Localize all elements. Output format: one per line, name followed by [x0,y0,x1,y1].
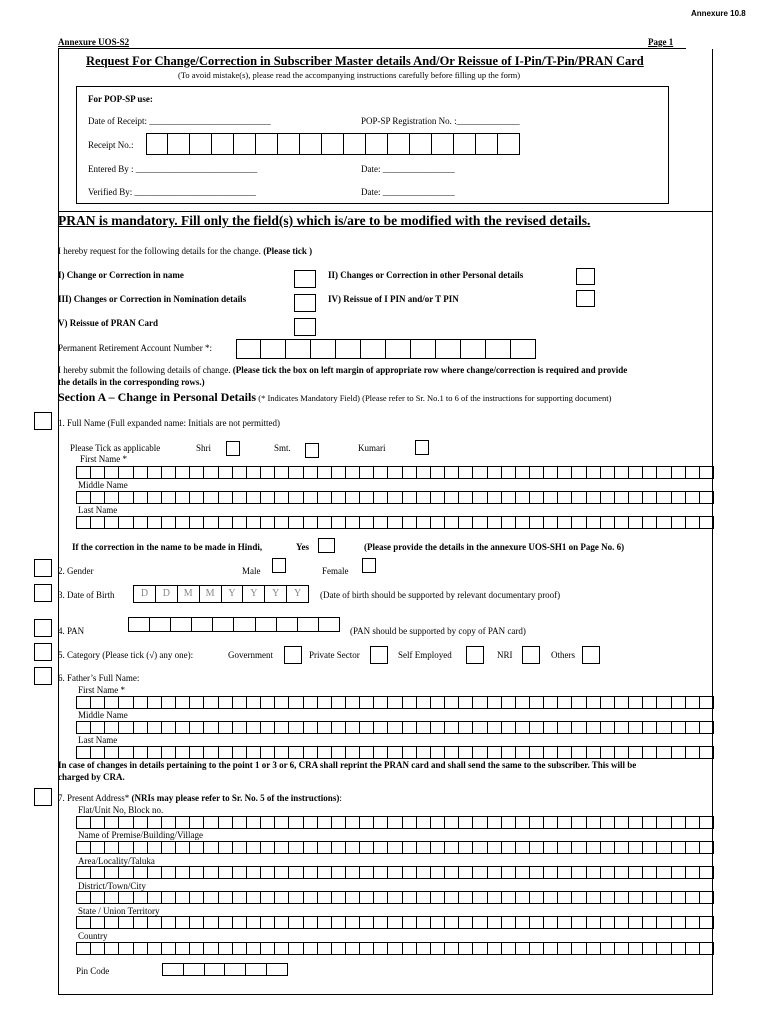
female-checkbox[interactable] [362,558,376,573]
father-first-name-label: First Name * [78,685,125,695]
country-label: Country [78,931,108,941]
last-name-cells[interactable] [76,516,714,529]
premise-label: Name of Premise/Building/Village [78,830,203,840]
self-employed-label: Self Employed [398,650,452,660]
receipt-no-cells[interactable] [146,133,520,155]
pran-label: Permanent Retirement Account Number *: [58,343,212,353]
male-checkbox[interactable] [272,558,286,573]
verified-by-field[interactable]: Verified By: ___________________________ [88,187,256,197]
pan-note: (PAN should be supported by copy of PAN card) [350,626,526,636]
row2-checkbox[interactable] [34,559,52,577]
yes-label: Yes [296,542,309,552]
submit-text: I hereby submit the following details of change. (Please tick the box on left margin of appropriate row where change/correction is required and provide [58,365,628,375]
hindi-text: If the correction in the name to be made in Hindi, [72,542,263,552]
full-name-label: 1. Full Name (Full expanded name: Initials are not permitted) [58,418,280,428]
first-name-label: First Name * [80,454,127,464]
row3-checkbox[interactable] [34,584,52,602]
hindi-yes-checkbox[interactable] [318,538,335,553]
pop-heading: For POP-SP use: [88,94,153,104]
option-reissue-pin-checkbox[interactable] [576,290,595,307]
option-nomination: III) Changes or Correction in Nomination details [58,294,247,304]
row7-checkbox[interactable] [34,788,52,806]
pin-code-cells[interactable] [162,963,288,976]
government-checkbox[interactable] [284,646,302,664]
pran-mandatory-heading: PRAN is mandatory. Fill only the field(s) which is/are to be modified with the revised details. [58,213,591,228]
male-label: Male [242,566,261,576]
district-label: District/Town/City [78,881,146,891]
option-personal-details-checkbox[interactable] [576,268,595,285]
smt-label: Smt. [274,443,291,453]
shri-checkbox[interactable] [226,441,240,456]
private-sector-checkbox[interactable] [370,646,388,664]
country-cells[interactable] [76,942,714,955]
entered-by-field[interactable]: Entered By : ___________________________ [88,164,258,174]
private-sector-label: Private Sector [309,650,360,660]
others-label: Others [551,650,575,660]
dob-label: 3. Date of Birth [58,590,115,600]
option-change-name: I) Change or Correction in name [58,270,184,280]
female-label: Female [322,566,349,576]
shri-label: Shri [196,443,212,453]
father-name-label: 6. Father’s Full Name: [58,673,140,683]
option-reissue-pran-checkbox[interactable] [294,318,316,336]
dob-note: (Date of birth should be supported by relevant documentary proof) [320,590,561,600]
first-name-cells[interactable] [76,466,714,479]
row6-checkbox[interactable] [34,667,52,685]
pan-label: 4. PAN [58,626,85,636]
reprint-note: In case of changes in details pertaining to the point 1 or 3 or 6, CRA shall reprint the PRAN card and shall send the same to the subscriber. This will be [58,760,637,770]
option-reissue-pran: V) Reissue of PRAN Card [58,318,158,328]
middle-name-cells[interactable] [76,491,714,504]
kumari-checkbox[interactable] [415,440,429,455]
reprint-note-2: charged by CRA. [58,772,125,782]
category-label: 5. Category (Please tick (√) any one): [58,650,194,660]
page-number: Page 1 [648,37,674,47]
last-name-label: Last Name [78,505,118,515]
verified-date-field[interactable]: Date: ________________ [361,187,455,197]
nri-label: NRI [497,650,513,660]
option-personal-details: II) Changes or Correction in other Personal details [328,270,524,280]
entered-date-field[interactable]: Date: ________________ [361,164,455,174]
row1-checkbox[interactable] [34,412,52,430]
pop-registration-field[interactable]: POP-SP Registration No. :______________ [361,116,520,126]
receipt-no-label: Receipt No.: [88,140,134,150]
middle-name-label: Middle Name [78,480,128,490]
nri-checkbox[interactable] [522,646,540,664]
others-checkbox[interactable] [582,646,600,664]
area-cells[interactable] [76,866,714,879]
flat-cells[interactable] [76,816,714,829]
section-a-header: Section A – Change in Personal Details (* Indicates Mandatory Field) (Please refer to Sr. No.1 to 6 of the instructions for supporting document) [58,390,612,404]
date-of-receipt-field[interactable]: Date of Receipt: ___________________________ [88,116,271,126]
option-nomination-checkbox[interactable] [294,294,316,312]
state-cells[interactable] [76,916,714,929]
pran-input-cells[interactable] [236,339,536,359]
pan-cells[interactable] [128,617,340,632]
please-tick-label: Please Tick as applicable [70,443,161,453]
option-reissue-pin: IV) Reissue of I PIN and/or T PIN [328,294,459,304]
row5-checkbox[interactable] [34,643,52,661]
state-label: State / Union Territory [78,906,160,916]
submit-text-2: the details in the corresponding rows.) [58,377,205,387]
pin-code-label: Pin Code [76,966,110,976]
request-text: I hereby request for the following details for the change. (Please tick ) [58,246,313,256]
form-subtitle: (To avoid mistake(s), please read the accompanying instructions carefully before filling up the form) [178,70,521,80]
hindi-note: (Please provide the details in the annexure UOS-SH1 on Page No. 6) [364,542,625,552]
premise-cells[interactable] [76,841,714,854]
form-code: Annexure UOS-S2 [58,37,130,47]
option-change-name-checkbox[interactable] [294,270,316,288]
address-label: 7. Present Address* (NRIs may please refer to Sr. No. 5 of the instructions): [58,793,342,803]
row4-checkbox[interactable] [34,619,52,637]
father-middle-name-label: Middle Name [78,710,128,720]
father-last-name-cells[interactable] [76,746,714,759]
area-label: Area/Locality/Taluka [78,856,155,866]
father-middle-name-cells[interactable] [76,721,714,734]
father-first-name-cells[interactable] [76,696,714,709]
government-label: Government [228,650,273,660]
father-last-name-label: Last Name [78,735,118,745]
district-cells[interactable] [76,891,714,904]
smt-checkbox[interactable] [305,443,319,458]
annexure-label: Annexure 10.8 [691,9,746,18]
self-employed-checkbox[interactable] [466,646,484,664]
form-title: Request For Change/Correction in Subscriber Master details And/Or Reissue of I-Pin/T-Pin/PRAN Card [86,54,644,68]
kumari-label: Kumari [358,443,386,453]
gender-label: 2. Gender [58,566,94,576]
flat-label: Flat/Unit No, Block no. [78,805,164,815]
dob-cells[interactable]: D D M M Y Y Y Y [133,585,309,603]
